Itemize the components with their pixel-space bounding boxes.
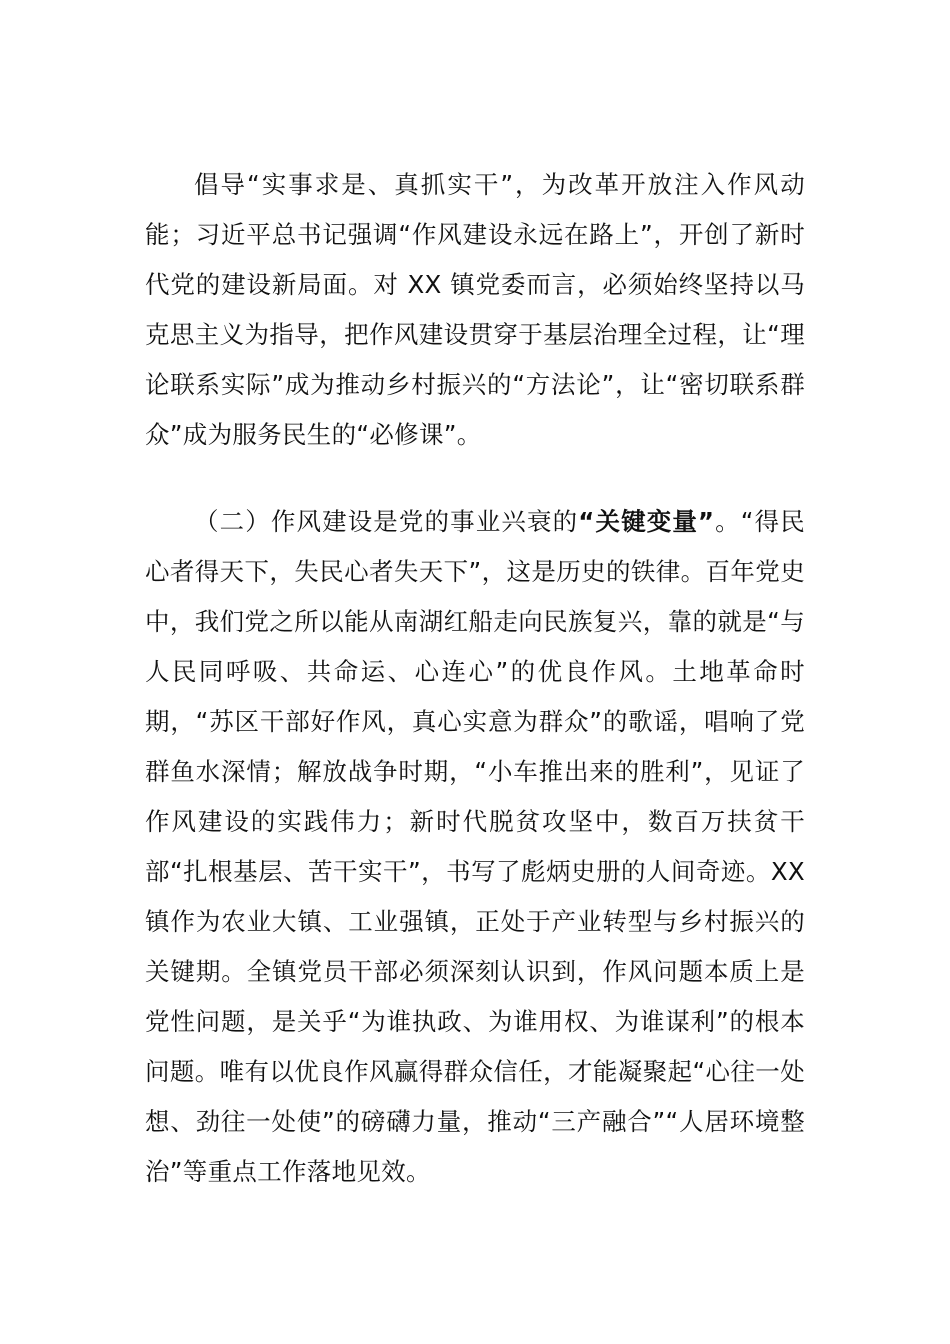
section-heading-prefix: （二）作风建设是党的事业兴衰的: [194, 507, 579, 536]
document-page: [145, 160, 805, 1197]
paragraph-2: [145, 497, 805, 1197]
paragraph-1: [145, 160, 805, 460]
section-heading-emphasis: “关键变量”: [578, 507, 715, 536]
paragraph-2-text: 。“得民心者得天下，失民心者失天下”，这是历史的铁律。百年党史中，我们党之所以能从南湖红船走向民族复兴，靠的就是“与人民同呼吸、共命运、心连心”的优良作风。土地革命时期，“苏区干部好作风，真心实意为群众”的歌谣，唱响了党群鱼水深情；解放战争时期，“小车推出来的胜利”，见证了作风建设的实践伟力；新时代脱贫攻坚中，数百万扶贫干部“扎根基层、苦干实干”，书写了彪炳史册的人间奇迹。XX 镇作为农业大镇、工业强镇，正处于产业转型与乡村振兴的关键期。全镇党员干部必须深刻认识到，作风问题本质上是党性问题，是关乎“为谁执政、为谁用权、为谁谋利”的根本问题。唯有以优良作风赢得群众信任，才能凝聚起“心往一处想、劲往一处使”的磅礴力量，推动“三产融合”“人居环境整治”等重点工作落地见效。: [145, 507, 805, 1186]
paragraph-1-text: 倡导“实事求是、真抓实干”，为改革开放注入作风动能；习近平总书记强调“作风建设永远在路上”，开创了新时代党的建设新局面。对 XX 镇党委而言，必须始终坚持以马克思主义为指导，把作风建设贯穿于基层治理全过程，让“理论联系实际”成为推动乡村振兴的“方法论”，让“密切联系群众”成为服务民生的“必修课”。: [145, 170, 805, 449]
